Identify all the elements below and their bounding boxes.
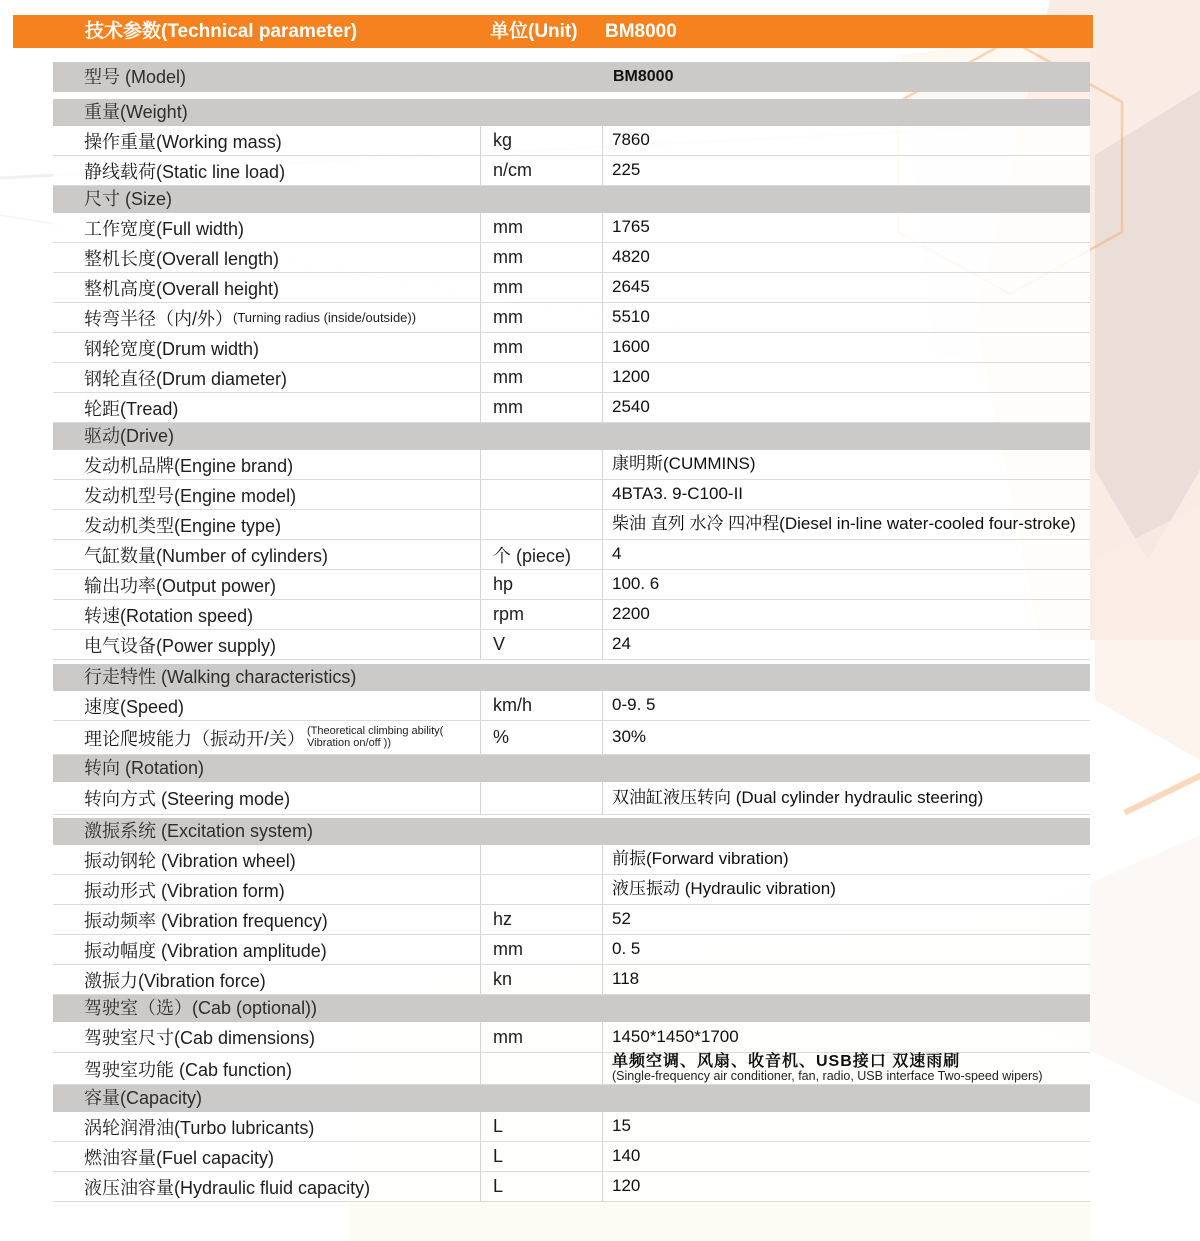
spec-value-cell [602, 721, 1090, 754]
section-label: 型号 (Model) [84, 67, 187, 87]
spec-unit: mm [493, 1026, 523, 1047]
spec-label-cell [53, 905, 480, 934]
spec-unit: hz [493, 909, 513, 929]
spec-label: 振动形式 (Vibration form) [84, 880, 285, 901]
spec-unit-cell [480, 126, 602, 155]
spec-value-cell [602, 1112, 1090, 1141]
section-row [53, 1085, 1090, 1112]
section-row [53, 186, 1090, 213]
spec-label-cell [53, 1112, 480, 1141]
spec-label: 驾驶室功能 (Cab function) [84, 1059, 293, 1080]
spec-row [53, 845, 1090, 875]
spec-unit-cell [480, 480, 602, 509]
spec-value-cell [602, 243, 1090, 272]
spec-unit-cell [480, 393, 602, 422]
spec-value: 1765 [612, 217, 650, 237]
spec-unit: mm [493, 397, 523, 417]
spec-label-cell [53, 875, 480, 904]
spec-row [53, 393, 1090, 423]
model-row [53, 62, 1090, 92]
spec-unit-cell [480, 1172, 602, 1201]
spec-label-cell [53, 126, 480, 155]
section-row [53, 818, 1090, 845]
spec-row [53, 1112, 1090, 1142]
spec-label: 钢轮宽度(Drum width) [84, 338, 260, 359]
spec-value-cell [602, 510, 1090, 539]
spec-value-english-small: (Single-frequency air conditioner, fan, radio, USB interface Two-speed wipers) [612, 1069, 1043, 1084]
spec-unit: kg [493, 130, 513, 150]
spec-row [53, 691, 1090, 721]
spec-unit-cell [480, 156, 602, 185]
spec-row [53, 630, 1090, 660]
section-row [53, 664, 1090, 691]
spec-unit: rpm [493, 604, 524, 624]
spec-value: 118 [612, 969, 640, 989]
spec-label-cell [53, 1172, 480, 1201]
spec-unit: km/h [493, 695, 533, 715]
spec-value: 5510 [612, 307, 650, 327]
spec-value: 2645 [612, 277, 650, 297]
spec-label-cell [53, 1022, 480, 1052]
spec-value-cell [602, 540, 1090, 569]
spec-label: 驾驶室尺寸(Cab dimensions) [84, 1028, 316, 1048]
spec-value: 1200 [612, 367, 650, 387]
spec-label: 转速(Rotation speed) [84, 605, 254, 626]
spec-value-cell [602, 1022, 1090, 1052]
spec-label-cell [53, 630, 480, 659]
spec-value-cell [602, 450, 1090, 479]
spec-label-cell [53, 393, 480, 422]
spec-label-cell [53, 935, 480, 964]
spec-unit: mm [493, 307, 523, 327]
spec-unit-cell [480, 1112, 602, 1141]
section-row [53, 755, 1090, 782]
header-title: 技术参数(Technical parameter) [85, 21, 358, 42]
spec-unit-cell [480, 213, 602, 242]
spec-label: 转弯半径（内/外） [84, 308, 234, 329]
spec-unit-cell [480, 273, 602, 302]
spec-row [53, 600, 1090, 630]
spec-unit-cell [480, 540, 602, 569]
spec-unit: kn [493, 969, 513, 989]
spec-label: 振动幅度 (Vibration amplitude) [84, 940, 327, 961]
spec-value: 100. 6 [612, 574, 660, 594]
spec-row [53, 570, 1090, 600]
spec-label: 发动机品牌(Engine brand) [84, 455, 294, 476]
spec-label: 操作重量(Working mass) [84, 131, 282, 152]
spec-row [53, 450, 1090, 480]
spec-unit: % [493, 727, 510, 747]
spec-value-cell [602, 845, 1090, 874]
spec-unit-cell [480, 1142, 602, 1171]
spec-value-cell [602, 303, 1090, 332]
spec-label: 发动机型号(Engine model) [84, 485, 297, 506]
spec-value: 24 [612, 634, 631, 654]
spec-value-cell [602, 1053, 1090, 1084]
spec-value: 4BTA3. 9-C100-II [612, 484, 744, 504]
spec-value: 2200 [612, 604, 650, 624]
spec-label-cell [53, 1053, 480, 1084]
spec-label-cell [53, 450, 480, 479]
spec-unit-cell [480, 965, 602, 994]
spec-row [53, 540, 1090, 570]
spec-label: 燃油容量(Fuel capacity) [84, 1147, 275, 1168]
spec-row [53, 721, 1090, 755]
spec-label: 振动钢轮 (Vibration wheel) [84, 850, 296, 871]
spec-label-cell [53, 965, 480, 994]
spec-label: 静线载荷(Static line load) [84, 161, 286, 182]
spec-value-cell [602, 480, 1090, 509]
section-row [53, 995, 1090, 1022]
spec-unit-cell [480, 243, 602, 272]
spec-label-cell [53, 540, 480, 569]
spec-value-cell [602, 333, 1090, 362]
spec-unit-cell [480, 691, 602, 720]
spec-label-cell [53, 273, 480, 302]
spec-value: 7860 [612, 130, 650, 150]
spec-row [53, 273, 1090, 303]
spec-row [53, 965, 1090, 995]
spec-value-cell [602, 273, 1090, 302]
spec-label-cell [53, 782, 480, 814]
spec-label-cell [53, 480, 480, 509]
spec-unit: mm [493, 337, 523, 357]
spec-label: 转向方式 (Steering mode) [84, 789, 291, 809]
spec-label: 发动机类型(Engine type) [84, 515, 282, 536]
spec-value: 0. 5 [612, 939, 641, 959]
section-label: 驱动(Drive) [84, 426, 174, 446]
spec-row [53, 480, 1090, 510]
spec-value: 15 [612, 1116, 631, 1136]
spec-unit-cell [480, 905, 602, 934]
spec-label: 理论爬坡能力（振动开/关） [84, 728, 305, 749]
spec-row [53, 1172, 1090, 1202]
spec-value-cell [602, 935, 1090, 964]
spec-value: 0-9. 5 [612, 695, 656, 715]
spec-label-cell [53, 1142, 480, 1171]
spec-label-cell [53, 570, 480, 599]
spec-row [53, 1142, 1090, 1172]
spec-label: 输出功率(Output power) [84, 575, 277, 596]
spec-label-cell [53, 363, 480, 392]
spec-value: 1450*1450*1700 [612, 1026, 739, 1046]
header-bar [13, 15, 1093, 48]
spec-value-cell [602, 213, 1090, 242]
spec-unit: L [493, 1176, 504, 1196]
spec-table [53, 62, 1090, 1202]
spec-unit-cell [480, 1053, 602, 1084]
spec-unit-cell [480, 333, 602, 362]
spec-value: 液压振动 (Hydraulic vibration) [612, 879, 836, 899]
model-number: BM8000 [605, 21, 677, 42]
spec-label-cell [53, 600, 480, 629]
spec-label-cell [53, 213, 480, 242]
spec-label: 整机长度(Overall length) [84, 248, 280, 269]
spec-label: 激振力(Vibration force) [84, 970, 266, 991]
section-label: 转向 (Rotation) [84, 758, 205, 778]
spec-value: 单频空调、风扇、收音机、USB接口 双速雨刷 [612, 1052, 961, 1070]
spec-unit-cell [480, 845, 602, 874]
section-label: 驾驶室（选）(Cab (optional)) [84, 998, 318, 1018]
spec-unit: L [493, 1146, 504, 1166]
spec-value-cell [602, 965, 1090, 994]
spec-unit-cell [480, 600, 602, 629]
spec-unit: mm [493, 217, 523, 237]
spec-unit: mm [493, 939, 523, 959]
spec-value: 前振(Forward vibration) [612, 849, 789, 869]
spec-value: 康明斯(CUMMINS) [612, 454, 756, 474]
spec-unit-cell [480, 510, 602, 539]
spec-label: 电气设备(Power supply) [84, 635, 277, 656]
spec-label-cell [53, 156, 480, 185]
spec-row [53, 363, 1090, 393]
spec-value: 2540 [612, 397, 650, 417]
spec-value: 120 [612, 1176, 641, 1196]
spec-value: 4820 [612, 247, 650, 267]
unit-column-label: 单位(Unit) [490, 21, 578, 42]
spec-unit-cell [480, 363, 602, 392]
spec-label-cell [53, 303, 480, 332]
spec-label: 涡轮润滑油(Turbo lubricants) [84, 1117, 315, 1138]
spec-unit: V [493, 634, 506, 654]
spec-unit: mm [493, 247, 523, 267]
spec-unit-cell [480, 935, 602, 964]
spec-unit-cell [480, 1022, 602, 1052]
spec-label-english-small: (Turning radius (inside/outside)) [233, 310, 417, 325]
spec-value: 柴油 直列 水冷 四冲程(Diesel in-line water-cooled four-stroke) [612, 514, 1076, 534]
spec-label: 振动频率 (Vibration frequency) [84, 910, 328, 931]
section-label: 容量(Capacity) [84, 1088, 203, 1108]
spec-unit: mm [493, 367, 523, 387]
spec-value-cell [602, 875, 1090, 904]
spec-label: 轮距(Tread) [84, 398, 179, 419]
spec-value: 52 [612, 909, 631, 929]
spec-value-cell [602, 905, 1090, 934]
spec-row [53, 303, 1090, 333]
spec-row [53, 1053, 1090, 1085]
spec-value: 140 [612, 1146, 641, 1166]
spec-value: 4 [612, 544, 622, 564]
spec-unit: L [493, 1116, 504, 1136]
spec-row [53, 243, 1090, 273]
spec-label: 液压油容量(Hydraulic fluid capacity) [84, 1177, 371, 1198]
spec-row [53, 875, 1090, 905]
spec-label-cell [53, 691, 480, 720]
section-label: 激振系统 (Excitation system) [84, 821, 314, 841]
spec-label-cell [53, 243, 480, 272]
spec-label-cell [53, 721, 480, 754]
spec-label-english-tiny: (Theoretical climbing ability( Vibration on/off )) [307, 724, 444, 749]
spec-label: 气缸数量(Number of cylinders) [84, 545, 329, 566]
spec-value-cell [602, 600, 1090, 629]
spec-label-cell [53, 845, 480, 874]
spec-value-cell [602, 363, 1090, 392]
spec-value: 双油缸液压转向 (Dual cylinder hydraulic steering) [612, 787, 984, 807]
section-label: 尺寸 (Size) [84, 189, 173, 209]
spec-row [53, 510, 1090, 540]
spec-value-cell [602, 393, 1090, 422]
spec-row [53, 905, 1090, 935]
spec-row [53, 782, 1090, 815]
spec-unit-cell [480, 570, 602, 599]
section-label: 行走特性 (Walking characteristics) [84, 667, 357, 687]
spec-value-cell [602, 126, 1090, 155]
spec-label: 速度(Speed) [84, 696, 185, 717]
spec-unit-cell [480, 630, 602, 659]
spec-unit: mm [493, 277, 523, 297]
spec-value-cell [602, 570, 1090, 599]
spec-unit-cell [480, 721, 602, 754]
model-value: BM8000 [613, 68, 674, 85]
spec-label-cell [53, 510, 480, 539]
spec-unit-cell [480, 875, 602, 904]
spec-value: 225 [612, 160, 641, 180]
spec-value-cell [602, 782, 1090, 814]
spec-unit-cell [480, 450, 602, 479]
spec-value-cell [602, 1142, 1090, 1171]
spec-row [53, 213, 1090, 243]
spec-value-cell [602, 691, 1090, 720]
spec-value-cell [602, 630, 1090, 659]
spec-label-cell [53, 333, 480, 362]
spec-label: 钢轮直径(Drum diameter) [84, 368, 288, 389]
spec-row [53, 935, 1090, 965]
section-label: 重量(Weight) [84, 102, 188, 122]
spec-label: 工作宽度(Full width) [84, 218, 245, 239]
spec-unit: hp [493, 574, 514, 594]
section-row [53, 423, 1090, 450]
spec-value: 30% [612, 727, 647, 747]
spec-value-cell [602, 156, 1090, 185]
spec-unit-cell [480, 303, 602, 332]
spec-unit: n/cm [493, 160, 533, 180]
spec-unit-cell [480, 782, 602, 814]
spec-row [53, 156, 1090, 186]
spec-value: 1600 [612, 337, 650, 357]
spec-label: 整机高度(Overall height) [84, 278, 280, 299]
section-row [53, 99, 1090, 126]
spec-row [53, 333, 1090, 363]
spec-value-cell [602, 1172, 1090, 1201]
spec-row [53, 1022, 1090, 1053]
spec-unit: 个 (piece) [493, 545, 572, 566]
spec-row [53, 126, 1090, 156]
